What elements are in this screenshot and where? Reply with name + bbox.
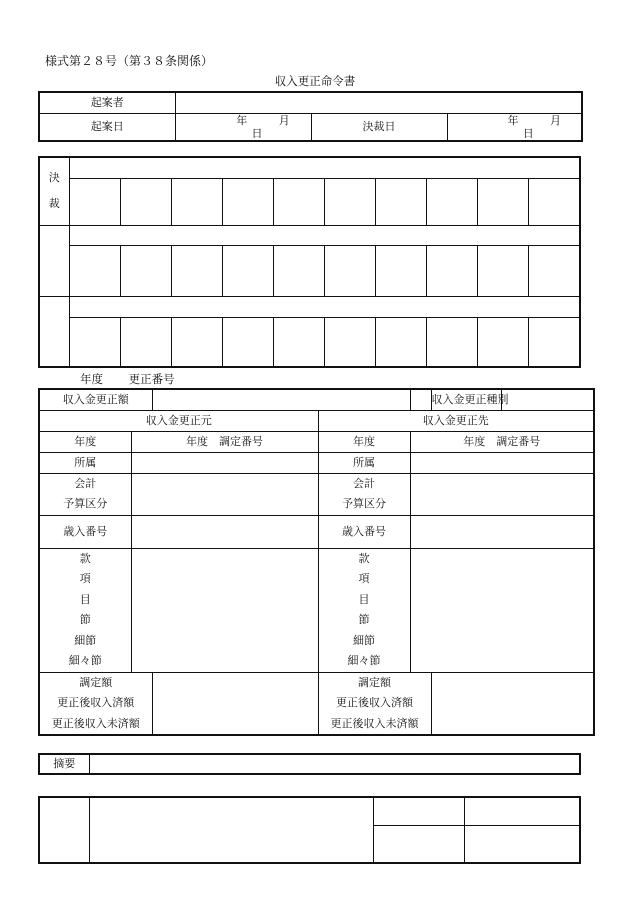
- stamp-cell[interactable]: [478, 245, 529, 296]
- approval-grid: [38, 156, 581, 368]
- source-budget-class-label: 予算区分: [63, 497, 108, 510]
- dest-amounts-value[interactable]: [431, 672, 594, 735]
- amount-spacer: [410, 389, 431, 410]
- dest-budget-items-value[interactable]: [410, 548, 594, 672]
- stamp-cell[interactable]: [376, 178, 427, 225]
- dest-item-setsu: 節: [358, 613, 370, 626]
- stamp-cell[interactable]: [376, 245, 427, 296]
- stamp-cell[interactable]: [324, 178, 375, 225]
- stamp-cell[interactable]: [222, 178, 273, 225]
- stamp-cell[interactable]: [222, 317, 273, 367]
- source-header: 収入金更正元: [39, 410, 318, 431]
- stamp-cell[interactable]: [120, 178, 171, 225]
- draft-day: 日: [251, 126, 263, 140]
- dest-item-moku: 目: [358, 592, 370, 606]
- bottom-left-cell: [39, 797, 89, 863]
- form-number: 様式第２８号（第３８条関係）: [45, 54, 214, 68]
- dest-revenue-number-label: 歳入番号: [318, 515, 410, 548]
- decision-date-value[interactable]: [447, 113, 582, 141]
- bottom-box: [38, 796, 581, 864]
- source-budget-items-value[interactable]: [131, 548, 318, 672]
- stamp-cell[interactable]: [171, 178, 222, 225]
- dest-assessed-amount-label: 調定額: [358, 675, 391, 689]
- dest-item-kan: 款: [358, 551, 370, 565]
- stamp-cell[interactable]: [376, 317, 427, 367]
- bottom-cell-c[interactable]: [373, 825, 464, 863]
- source-department-value[interactable]: [131, 452, 318, 473]
- approval-title-row-1: [69, 157, 580, 178]
- approval-title-row-3: [69, 296, 580, 317]
- bottom-cell-a[interactable]: [373, 797, 464, 825]
- drafter-label: 起案者: [39, 92, 175, 113]
- source-item-kou: 項: [79, 572, 91, 585]
- type-label: 収入金更正種別: [431, 389, 501, 410]
- stamp-cell[interactable]: [427, 317, 478, 367]
- source-department-label: 所属: [39, 452, 131, 473]
- source-account-labels: [39, 473, 131, 515]
- dest-header: 収入金更正先: [318, 410, 594, 431]
- sub-header: [80, 371, 197, 387]
- source-item-moku: 目: [79, 592, 91, 606]
- draft-date-value[interactable]: [175, 113, 311, 141]
- bottom-cell-d[interactable]: [464, 825, 580, 863]
- stamp-cell[interactable]: [273, 178, 324, 225]
- approval-title-row-2: [69, 225, 580, 245]
- correction-table: [38, 388, 595, 736]
- stamp-cell[interactable]: [324, 317, 375, 367]
- source-assessed-amount-label: 調定額: [79, 675, 113, 689]
- stamp-cell[interactable]: [69, 178, 120, 225]
- dest-item-saisaisetsu: 細々節: [347, 654, 381, 667]
- source-item-saisetsu: 細節: [74, 633, 97, 647]
- source-year-label: 年度: [39, 431, 131, 452]
- approval-label-top: 決: [48, 171, 60, 185]
- approval-side-2: [39, 225, 69, 296]
- dest-department-label: 所属: [318, 452, 410, 473]
- dest-account-labels: [318, 473, 410, 515]
- document-title: 収入更正命令書: [274, 74, 356, 88]
- drafter-value[interactable]: [175, 92, 582, 113]
- stamp-cell[interactable]: [273, 245, 324, 296]
- stamp-cell[interactable]: [120, 245, 171, 296]
- dest-item-kou: 項: [358, 572, 370, 585]
- stamp-cell[interactable]: [69, 245, 120, 296]
- source-item-setsu: 節: [79, 613, 91, 626]
- stamp-cell[interactable]: [478, 317, 529, 367]
- summary-label: 摘要: [39, 754, 89, 774]
- decision-month: 月: [550, 113, 561, 127]
- dest-budget-class-label: 予算区分: [342, 497, 386, 510]
- stamp-cell[interactable]: [478, 178, 529, 225]
- source-account-value[interactable]: [131, 473, 318, 515]
- draft-info-table: [38, 91, 583, 142]
- correction-number-label: 更正番号: [128, 372, 175, 386]
- source-revenue-number-label: 歳入番号: [39, 515, 131, 548]
- fiscal-year-label: 年度: [80, 372, 103, 386]
- approval-label-bottom: 裁: [48, 197, 60, 211]
- source-unreceived-after-label: 更正後収入未済額: [51, 716, 140, 730]
- draft-month: 月: [278, 113, 290, 127]
- source-amount-labels: [39, 672, 152, 735]
- draft-year: 年: [236, 113, 248, 127]
- type-value[interactable]: [501, 389, 594, 410]
- stamp-cell[interactable]: [273, 317, 324, 367]
- dest-unreceived-after-label: 更正後収入未済額: [330, 716, 419, 730]
- stamp-cell[interactable]: [171, 317, 222, 367]
- stamp-cell[interactable]: [69, 317, 120, 367]
- source-revenue-number-value[interactable]: [131, 515, 318, 548]
- source-account-label: 会計: [74, 476, 97, 490]
- stamp-cell[interactable]: [171, 245, 222, 296]
- draft-date-label: 起案日: [39, 113, 175, 141]
- bottom-cell-b[interactable]: [464, 797, 580, 825]
- source-amounts-value[interactable]: [152, 672, 318, 735]
- dest-budget-items: [318, 548, 410, 672]
- decision-year: 年: [507, 113, 519, 127]
- stamp-cell[interactable]: [120, 317, 171, 367]
- dest-item-saisetsu: 細節: [353, 633, 375, 647]
- summary-value[interactable]: [89, 754, 580, 774]
- stamp-cell[interactable]: [529, 317, 580, 367]
- stamp-cell[interactable]: [222, 245, 273, 296]
- source-budget-items: [39, 548, 131, 672]
- summary-table: [38, 753, 581, 775]
- amount-label: 収入金更正額: [39, 389, 152, 410]
- stamp-cell[interactable]: [529, 178, 580, 225]
- dest-revenue-number-value[interactable]: [410, 515, 594, 548]
- approval-label: [39, 157, 69, 225]
- bottom-main-cell[interactable]: [89, 797, 373, 863]
- dest-account-label: 会計: [353, 476, 375, 490]
- approval-side-3: [39, 296, 69, 367]
- dest-account-value[interactable]: [410, 473, 594, 515]
- stamp-cell[interactable]: [529, 245, 580, 296]
- dest-amount-labels: [318, 672, 431, 735]
- stamp-cell[interactable]: [427, 178, 478, 225]
- source-received-after-label: 更正後収入済額: [57, 696, 135, 709]
- source-item-saisaisetsu: 細々節: [68, 654, 102, 667]
- dest-received-after-label: 更正後収入済額: [336, 696, 413, 709]
- dest-department-value[interactable]: [410, 452, 594, 473]
- decision-day: 日: [522, 126, 534, 140]
- stamp-cell[interactable]: [324, 245, 375, 296]
- amount-value[interactable]: [152, 389, 410, 410]
- dest-year-label: 年度: [318, 431, 410, 452]
- source-item-kan: 款: [79, 551, 91, 565]
- decision-date-label: 決裁日: [311, 113, 447, 141]
- source-assessment-number: 年度 調定番号: [131, 431, 318, 452]
- dest-assessment-number: 年度 調定番号: [410, 431, 594, 452]
- stamp-cell[interactable]: [427, 245, 478, 296]
